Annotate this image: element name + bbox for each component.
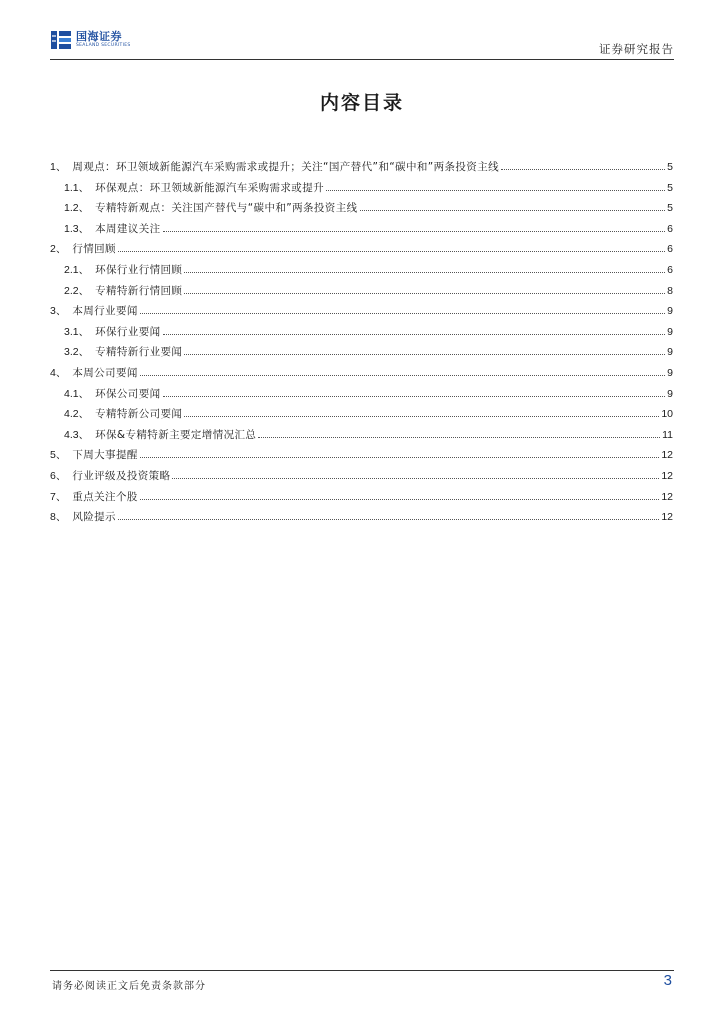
toc-entry-number: 1.2、 [64,202,90,215]
toc-entry-number: 2、 [50,243,67,256]
toc-dot-leader [163,231,666,232]
toc-dot-leader [163,334,666,335]
table-of-contents [50,159,673,530]
toc-entry-page: 12 [661,469,673,482]
page-header [50,28,674,60]
toc-entry-number: 4.2、 [64,408,90,421]
toc-entry-label: 本周公司要闻 [72,366,138,379]
toc-entry[interactable] [50,406,673,427]
toc-dot-leader [140,313,665,314]
toc-entry-label: 环保观点：环卫领域新能源汽车采购需求或提升 [95,181,325,194]
toc-entry[interactable] [50,200,673,221]
toc-entry-number: 2.1、 [64,263,90,276]
toc-entry-number: 1.3、 [64,222,90,235]
toc-dot-leader [184,416,659,417]
toc-entry[interactable] [50,386,673,407]
toc-entry[interactable] [50,468,673,489]
toc-entry[interactable] [50,324,673,345]
toc-entry-page: 6 [667,222,673,235]
toc-entry-page: 11 [662,428,673,441]
toc-entry[interactable] [50,159,673,180]
toc-entry-page: 8 [667,284,673,297]
toc-dot-leader [140,499,660,500]
page-title: 内容目录 [319,92,404,114]
toc-entry-page: 12 [661,511,673,524]
toc-entry-label: 重点关注个股 [72,490,138,503]
toc-entry-page: 5 [667,161,673,173]
toc-entry-number: 4.3、 [64,428,90,441]
toc-entry[interactable] [50,447,673,468]
toc-entry-page: 12 [661,449,673,462]
toc-dot-leader [501,169,665,170]
toc-entry-number: 4.1、 [64,387,90,400]
toc-entry[interactable] [50,283,673,304]
toc-entry-page: 6 [667,263,673,276]
toc-entry[interactable] [50,365,673,386]
toc-dot-leader [184,354,665,355]
toc-entry[interactable] [50,221,673,242]
toc-entry[interactable] [50,180,673,201]
toc-entry[interactable] [50,303,673,324]
page-number: 3 [663,972,672,989]
toc-dot-leader [184,293,665,294]
logo-english-name: SEALAND SECURITIES [76,43,131,49]
toc-entry-label: 专精特新观点：关注国产替代与“碳中和”两条投资主线 [95,202,358,215]
footer-disclaimer: 请务必阅读正文后免责条款部分 [52,981,206,992]
report-type-label: 证券研究报告 [599,42,674,56]
footer-divider [50,970,674,971]
toc-entry-page: 9 [667,387,673,400]
toc-entry-label: 风险提示 [72,511,116,524]
toc-entry-page: 9 [667,325,673,338]
toc-entry-number: 3.2、 [64,346,90,359]
toc-entry-label: 专精特新行情回顾 [95,284,183,297]
toc-entry-number: 1、 [50,161,67,173]
toc-entry-page: 10 [661,408,673,421]
toc-dot-leader [140,457,660,458]
toc-dot-leader [326,190,665,191]
toc-entry-label: 周观点：环卫领域新能源汽车采购需求或提升；关注“国产替代”和“碳中和”两条投资主线 [72,161,500,173]
toc-entry-label: 环保行业要闻 [95,325,161,338]
toc-entry-label: 下周大事提醒 [72,449,138,462]
toc-dot-leader [118,251,665,252]
toc-entry-label: 环保&专精特新主要定增情况汇总 [95,428,257,441]
toc-entry-label: 本周建议关注 [95,222,161,235]
toc-dot-leader [184,272,665,273]
toc-entry-page: 12 [661,490,673,503]
toc-entry-number: 2.2、 [64,284,90,297]
toc-entry-page: 9 [667,305,673,318]
toc-entry-number: 8、 [50,511,67,524]
toc-entry-label: 环保公司要闻 [95,387,161,400]
toc-dot-leader [140,375,665,376]
toc-entry-page: 5 [667,202,673,215]
toc-entry[interactable] [50,489,673,510]
toc-entry-page: 6 [667,243,673,256]
toc-entry-page: 9 [667,346,673,359]
toc-dot-leader [118,519,659,520]
toc-dot-leader [163,396,666,397]
toc-entry[interactable] [50,262,673,283]
toc-entry[interactable] [50,427,673,448]
toc-dot-leader [360,210,666,211]
toc-entry-number: 3、 [50,305,67,318]
toc-dot-leader [258,437,660,438]
toc-entry-label: 环保行业行情回顾 [95,263,183,276]
toc-entry-number: 6、 [50,469,67,482]
sealand-logo-icon [50,30,72,50]
toc-entry-label: 专精特新公司要闻 [95,408,183,421]
toc-entry[interactable] [50,344,673,365]
toc-entry-label: 专精特新行业要闻 [95,346,183,359]
header-divider [50,59,674,60]
toc-entry-label: 本周行业要闻 [72,305,138,318]
toc-entry-page: 9 [667,366,673,379]
toc-entry-number: 4、 [50,366,67,379]
toc-entry[interactable] [50,509,673,530]
company-logo [50,30,131,50]
toc-entry-number: 1.1、 [64,181,90,194]
logo-chinese-name: 国海证券 [76,30,122,44]
toc-entry-page: 5 [667,181,673,194]
toc-entry-number: 3.1、 [64,325,90,338]
toc-entry[interactable] [50,241,673,262]
toc-entry-number: 5、 [50,449,67,462]
toc-entry-label: 行业评级及投资策略 [72,469,171,482]
toc-dot-leader [172,478,659,479]
toc-entry-label: 行情回顾 [72,243,116,256]
toc-entry-number: 7、 [50,490,67,503]
